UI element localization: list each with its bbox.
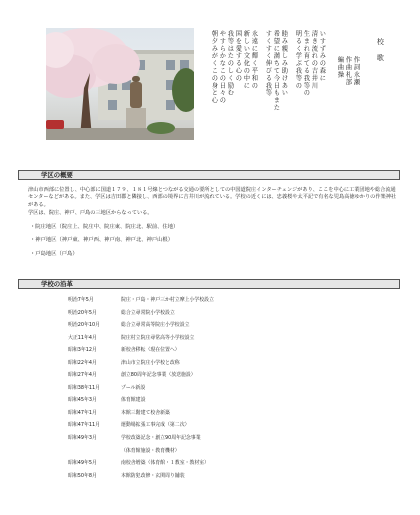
song-credit: 作曲札部 bbox=[344, 56, 352, 86]
history-row bbox=[68, 294, 388, 307]
history-date: 昭和47年1月 bbox=[68, 409, 97, 416]
history-heading-text: 学校の沿革 bbox=[41, 280, 73, 288]
song-verse-line: 我等はたのしく励む bbox=[226, 30, 234, 97]
song-title: 校歌 bbox=[376, 38, 385, 70]
history-date: 昭和22年4月 bbox=[68, 359, 97, 366]
song-verse-line: 国を愛する心の bbox=[234, 30, 242, 82]
history-row bbox=[68, 394, 388, 407]
history-row bbox=[68, 470, 388, 483]
song-credit: 作詞永瀬 bbox=[352, 56, 360, 86]
overview-body: 津山市西部に位置し、中心部に国道１７９、１８１号線とつながる交通の要所としての中国道院庄インターチェンジがあり、ここを中心に工業団地や総合流通センターなどがある。また、学区は吉田郡と隣接し、西部の境界に吉井川が流れている。学校の近くには、忠義桜や太平記で有名な児島高徳ゆかりの作楽神社がある。 bbox=[28, 187, 397, 208]
history-date: 昭和49年3月 bbox=[68, 435, 97, 442]
song-verse-line: 明るく学ぶ我等の bbox=[294, 30, 302, 90]
history-row bbox=[68, 407, 388, 420]
history-date: 明治20年10月 bbox=[68, 322, 101, 329]
history-row bbox=[68, 357, 388, 370]
history-event: 津山市立院庄小学校と改称 bbox=[121, 359, 180, 366]
history-row bbox=[68, 344, 388, 357]
song-verse-line: 生まれ育てる我等の bbox=[302, 30, 310, 97]
history-heading bbox=[18, 279, 400, 289]
history-row bbox=[68, 457, 388, 470]
song-verse-line: やすらかなこの日々の bbox=[218, 30, 226, 104]
district-item: ・院庄地区（院庄上、院庄中、院庄東、院庄北、駅前、住地） bbox=[30, 224, 179, 230]
history-event: 創立80周年記念事業（放送施設） bbox=[121, 372, 196, 379]
history-date: 昭和50年8月 bbox=[68, 472, 97, 479]
history-event: 体育館建設 bbox=[121, 397, 146, 404]
history-date: 昭和47年11月 bbox=[68, 422, 101, 429]
history-event: 新校舎移転（現在位置へ） bbox=[121, 347, 180, 354]
history-event: 本館防犯改修・玄関周り舗装 bbox=[121, 472, 185, 479]
song-verse-line: いすずみの森に bbox=[318, 30, 326, 82]
district-item: ・戸島地区（戸島） bbox=[30, 251, 78, 257]
song-verse-line: 永遠に輝く平和の bbox=[250, 30, 258, 90]
history-date: 明治20年5月 bbox=[68, 309, 97, 316]
history-date: 昭和45年3月 bbox=[68, 397, 97, 404]
history-row bbox=[68, 332, 388, 345]
song-credit: 編曲操 bbox=[336, 56, 344, 79]
song-verse-line: 希望に満ちて今日もまた bbox=[272, 30, 280, 112]
history-event: 南校舎増築（体育館・１教室・教材室） bbox=[121, 460, 210, 467]
history-event: 本館三階建て校舎新築 bbox=[121, 409, 170, 416]
song-verse-line: 朝夕みがくこの身と心 bbox=[210, 30, 218, 104]
history-row bbox=[68, 369, 388, 382]
song-verse-line: 睦み親しみ助けあい bbox=[280, 30, 288, 97]
history-event: 学校改築記念・創立90周年記念事業 bbox=[121, 435, 201, 442]
history-date: 昭和49年5月 bbox=[68, 460, 97, 467]
history-row bbox=[68, 382, 388, 395]
overview-heading bbox=[18, 170, 400, 180]
history-row bbox=[68, 419, 388, 432]
history-list bbox=[68, 294, 388, 482]
history-event: （体育館施設・教育機材） bbox=[121, 447, 180, 454]
history-row bbox=[68, 445, 388, 458]
history-row bbox=[68, 307, 388, 320]
school-song bbox=[200, 30, 390, 165]
history-date: 大正11年4月 bbox=[68, 334, 97, 341]
history-date: 昭和27年4月 bbox=[68, 372, 97, 379]
overview-heading-text: 学区の概要 bbox=[41, 171, 73, 179]
overview-districts-intro: 学区は、院庄、神戸、戸島の三地区からなっている。 bbox=[28, 210, 153, 216]
history-row bbox=[68, 432, 388, 445]
song-verse-line: すくすく伸びる我等 bbox=[264, 30, 272, 97]
district-item: ・神戸地区（神戸東、神戸西、神戸南、神戸北、神戸山根） bbox=[30, 237, 174, 243]
history-event: 総合立尋常院小学校設立 bbox=[121, 309, 175, 316]
history-date: 昭和3年12月 bbox=[68, 347, 97, 354]
song-verse-line: 新しい文化の中に bbox=[242, 30, 250, 90]
song-verse-line: 清き流れの吉井川 bbox=[310, 30, 318, 90]
history-event: 運動場拡張工事完成（第二次） bbox=[121, 422, 190, 429]
school-photo bbox=[46, 28, 194, 140]
history-event: 院庄・戸島・神戸三か村立摩上小学校設立 bbox=[121, 297, 214, 303]
history-event: プール新設 bbox=[121, 384, 146, 391]
history-row bbox=[68, 319, 388, 332]
history-date: 明治7年5月 bbox=[68, 297, 94, 303]
history-date: 昭和38年11月 bbox=[68, 384, 101, 391]
history-event: 院庄村立院庄尋常高等小学校設立 bbox=[121, 334, 195, 341]
history-event: 総合立尋常高等院庄小学校設立 bbox=[121, 322, 190, 329]
